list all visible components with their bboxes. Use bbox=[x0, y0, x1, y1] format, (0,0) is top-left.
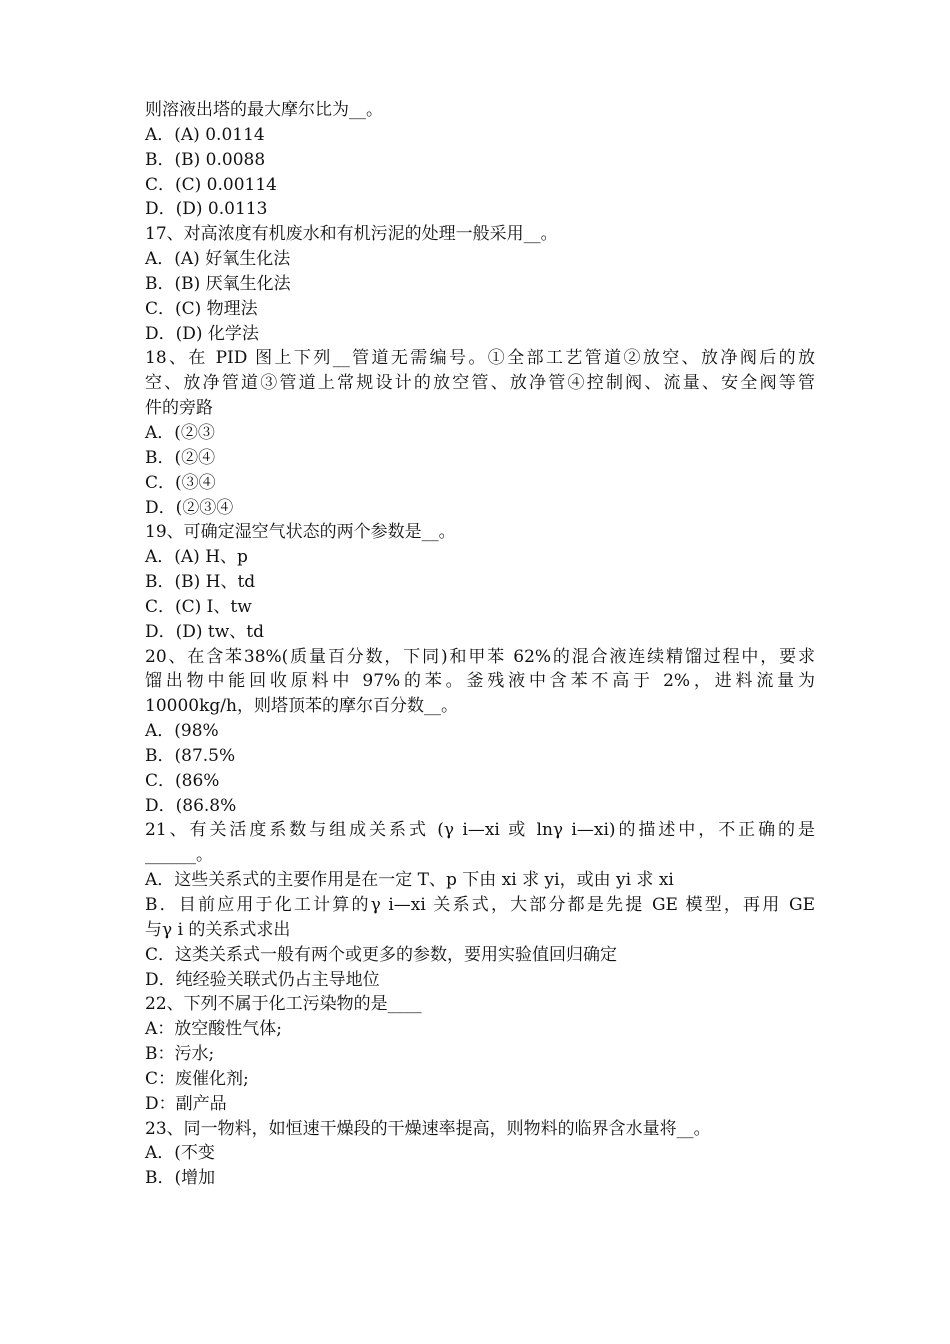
option-line: C．这类关系式一般有两个或更多的参数，要用实验值回归确定 bbox=[145, 944, 618, 965]
question-line: 空、放净管道③管道上常规设计的放空管、放净管④控制阀、流量、安全阀等管 bbox=[145, 373, 815, 394]
option-line: B．(B) H、td bbox=[145, 572, 256, 593]
option-line: A．这些关系式的主要作用是在一定 T、p 下由 xi 求 yi，或由 yi 求 xi bbox=[145, 870, 674, 891]
option-line: B．(B) 厌氧生化法 bbox=[145, 273, 291, 294]
question-line: 馏出物中能回收原料中 97%的苯。釜残液中含苯不高于 2%，进料流量为 bbox=[145, 671, 815, 692]
option-line: A．(98% bbox=[145, 721, 219, 742]
question-line: 17、对高浓度有机废水和有机污泥的处理一般采用__。 bbox=[145, 224, 558, 245]
option-line: C．(C) 物理法 bbox=[145, 298, 258, 319]
question-line: 18、在 PID 图上下列__管道无需编号。①全部工艺管道②放空、放净阀后的放 bbox=[145, 348, 815, 369]
option-line: C．(C) 0.00114 bbox=[145, 174, 277, 195]
option-line: 与γ i 的关系式求出 bbox=[145, 919, 291, 940]
option-line: A．(A) 0.0114 bbox=[145, 124, 265, 145]
option-line: A．(A) 好氧生化法 bbox=[145, 249, 291, 270]
question-line: 10000kg/h，则塔顶苯的摩尔百分数__。 bbox=[145, 696, 458, 717]
option-line: B．目前应用于化工计算的γ i—xi 关系式，大部分都是先提 GE 模型，再用 GE bbox=[145, 895, 815, 915]
option-line: D．(86.8% bbox=[145, 795, 237, 816]
question-line: 22、下列不属于化工污染物的是____ bbox=[145, 994, 422, 1015]
option-line: D．(D) 0.0113 bbox=[145, 199, 268, 220]
option-line: D：副产品 bbox=[145, 1093, 227, 1114]
option-line: C．(③④ bbox=[145, 472, 216, 493]
option-line: C．(86% bbox=[145, 770, 220, 791]
option-line: D．(D) 化学法 bbox=[145, 323, 259, 344]
option-line: A．(不变 bbox=[145, 1143, 215, 1164]
document-text bbox=[145, 98, 815, 1191]
question-line: 20、在含苯38%(质量百分数，下同)和甲苯 62%的混合液连续精馏过程中，要求 bbox=[145, 646, 815, 667]
option-line: B．(②④ bbox=[145, 447, 216, 468]
option-line: D．(D) tw、td bbox=[145, 621, 265, 642]
text-line: 则溶液出塔的最大摩尔比为__。 bbox=[145, 100, 383, 120]
question-line: 件的旁路 bbox=[145, 398, 213, 419]
question-line: 23、同一物料，如恒速干燥段的干燥速率提高，则物料的临界含水量将__。 bbox=[145, 1118, 711, 1139]
option-line: D．(②③④ bbox=[145, 497, 234, 518]
option-line: A：放空酸性气体; bbox=[145, 1019, 283, 1040]
option-line: A．(②③ bbox=[145, 422, 215, 443]
question-line: ______。 bbox=[145, 845, 213, 866]
option-line: A．(A) H、p bbox=[145, 547, 248, 568]
option-line: B：污水; bbox=[145, 1044, 215, 1065]
option-line: D．纯经验关联式仍占主导地位 bbox=[145, 969, 380, 990]
question-line: 19、可确定湿空气状态的两个参数是__。 bbox=[145, 522, 456, 543]
option-line: B．(增加 bbox=[145, 1168, 216, 1189]
option-line: C：废催化剂; bbox=[145, 1068, 249, 1089]
option-line: B．(87.5% bbox=[145, 745, 236, 766]
option-line: C．(C) I、tw bbox=[145, 596, 252, 617]
question-line: 21、有关活度系数与组成关系式 (γ i—xi 或 lnγ i—xi)的描述中，不正确的是 bbox=[145, 820, 815, 841]
option-line: B．(B) 0.0088 bbox=[145, 149, 266, 170]
